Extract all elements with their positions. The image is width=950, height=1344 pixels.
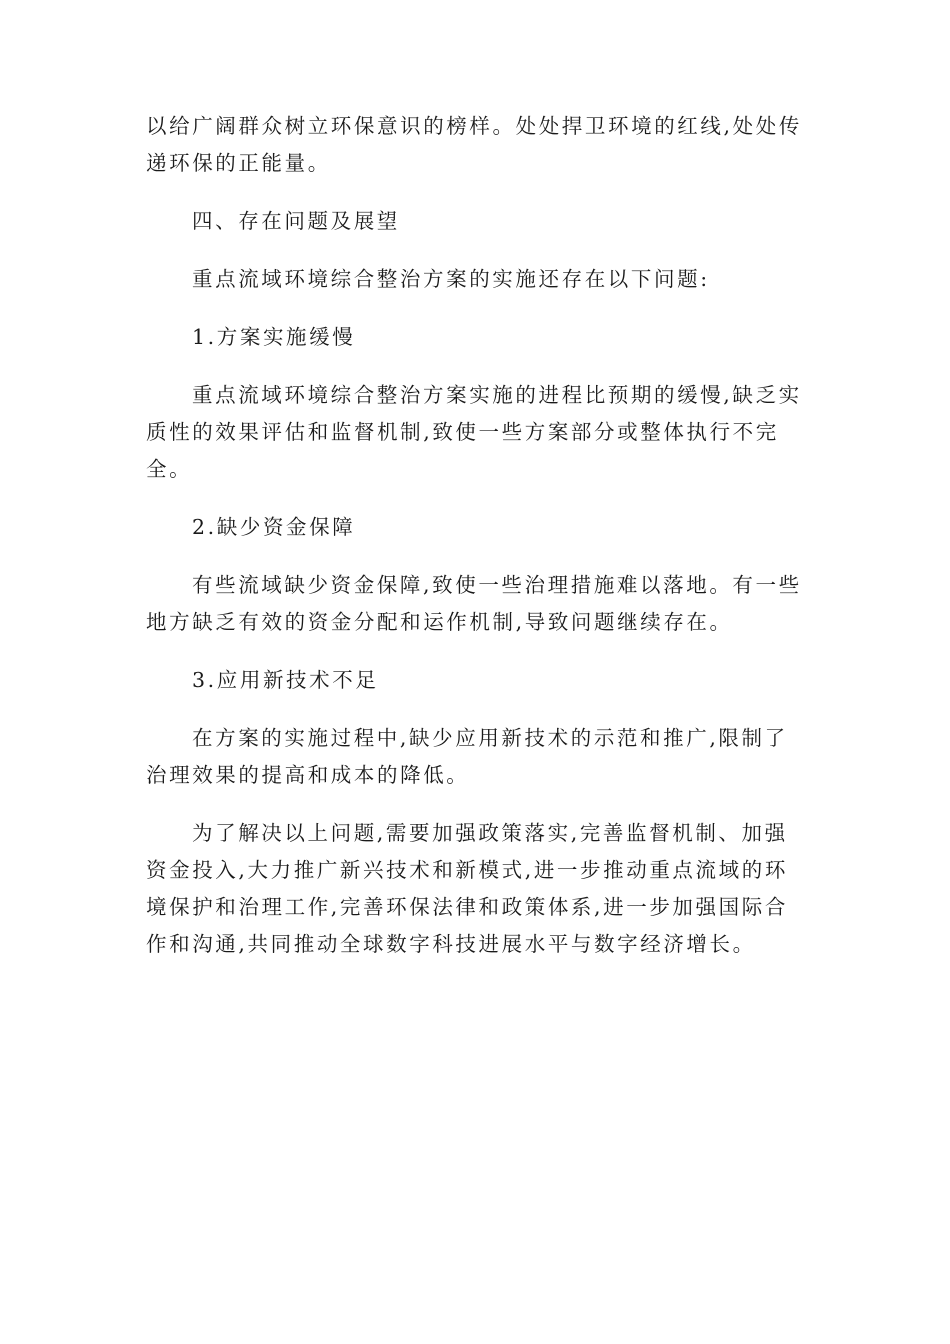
document-body <box>146 108 806 984</box>
section-heading: 四、存在问题及展望 <box>192 209 400 233</box>
body-paragraph: 在方案的实施过程中,缺少应用新技术的示范和推广,限制了治理效果的提高和成本的降低。 <box>146 726 788 787</box>
paragraph-continuation: 以给广阔群众树立环保意识的榜样。处处捍卫环境的红线,处处传递环保的正能量。 <box>146 114 802 175</box>
body-paragraph: 重点流域环境综合整治方案的实施还存在以下问题: <box>192 267 710 291</box>
body-paragraph: 重点流域环境综合整治方案实施的进程比预期的缓慢,缺乏实质性的效果评估和监督机制,致使一些方案部分或整体执行不完全。 <box>146 383 802 481</box>
conclusion-paragraph: 为了解决以上问题,需要加强政策落实,完善监督机制、加强资金投入,大力推广新兴技术和新模式,进一步推动重点流域的环境保护和治理工作,完善环保法律和政策体系,进一步加强国际合作和沟通,共同推动全球数字科技进展水平与数字经济增长。 <box>146 821 788 956</box>
subheading-3: 3.应用新技术不足 <box>192 668 379 692</box>
subheading-2: 2.缺少资金保障 <box>192 515 356 539</box>
body-paragraph: 有些流域缺少资金保障,致使一些治理措施难以落地。有一些地方缺乏有效的资金分配和运作机制,导致问题继续存在。 <box>146 573 802 634</box>
subheading-1: 1.方案实施缓慢 <box>192 325 356 349</box>
